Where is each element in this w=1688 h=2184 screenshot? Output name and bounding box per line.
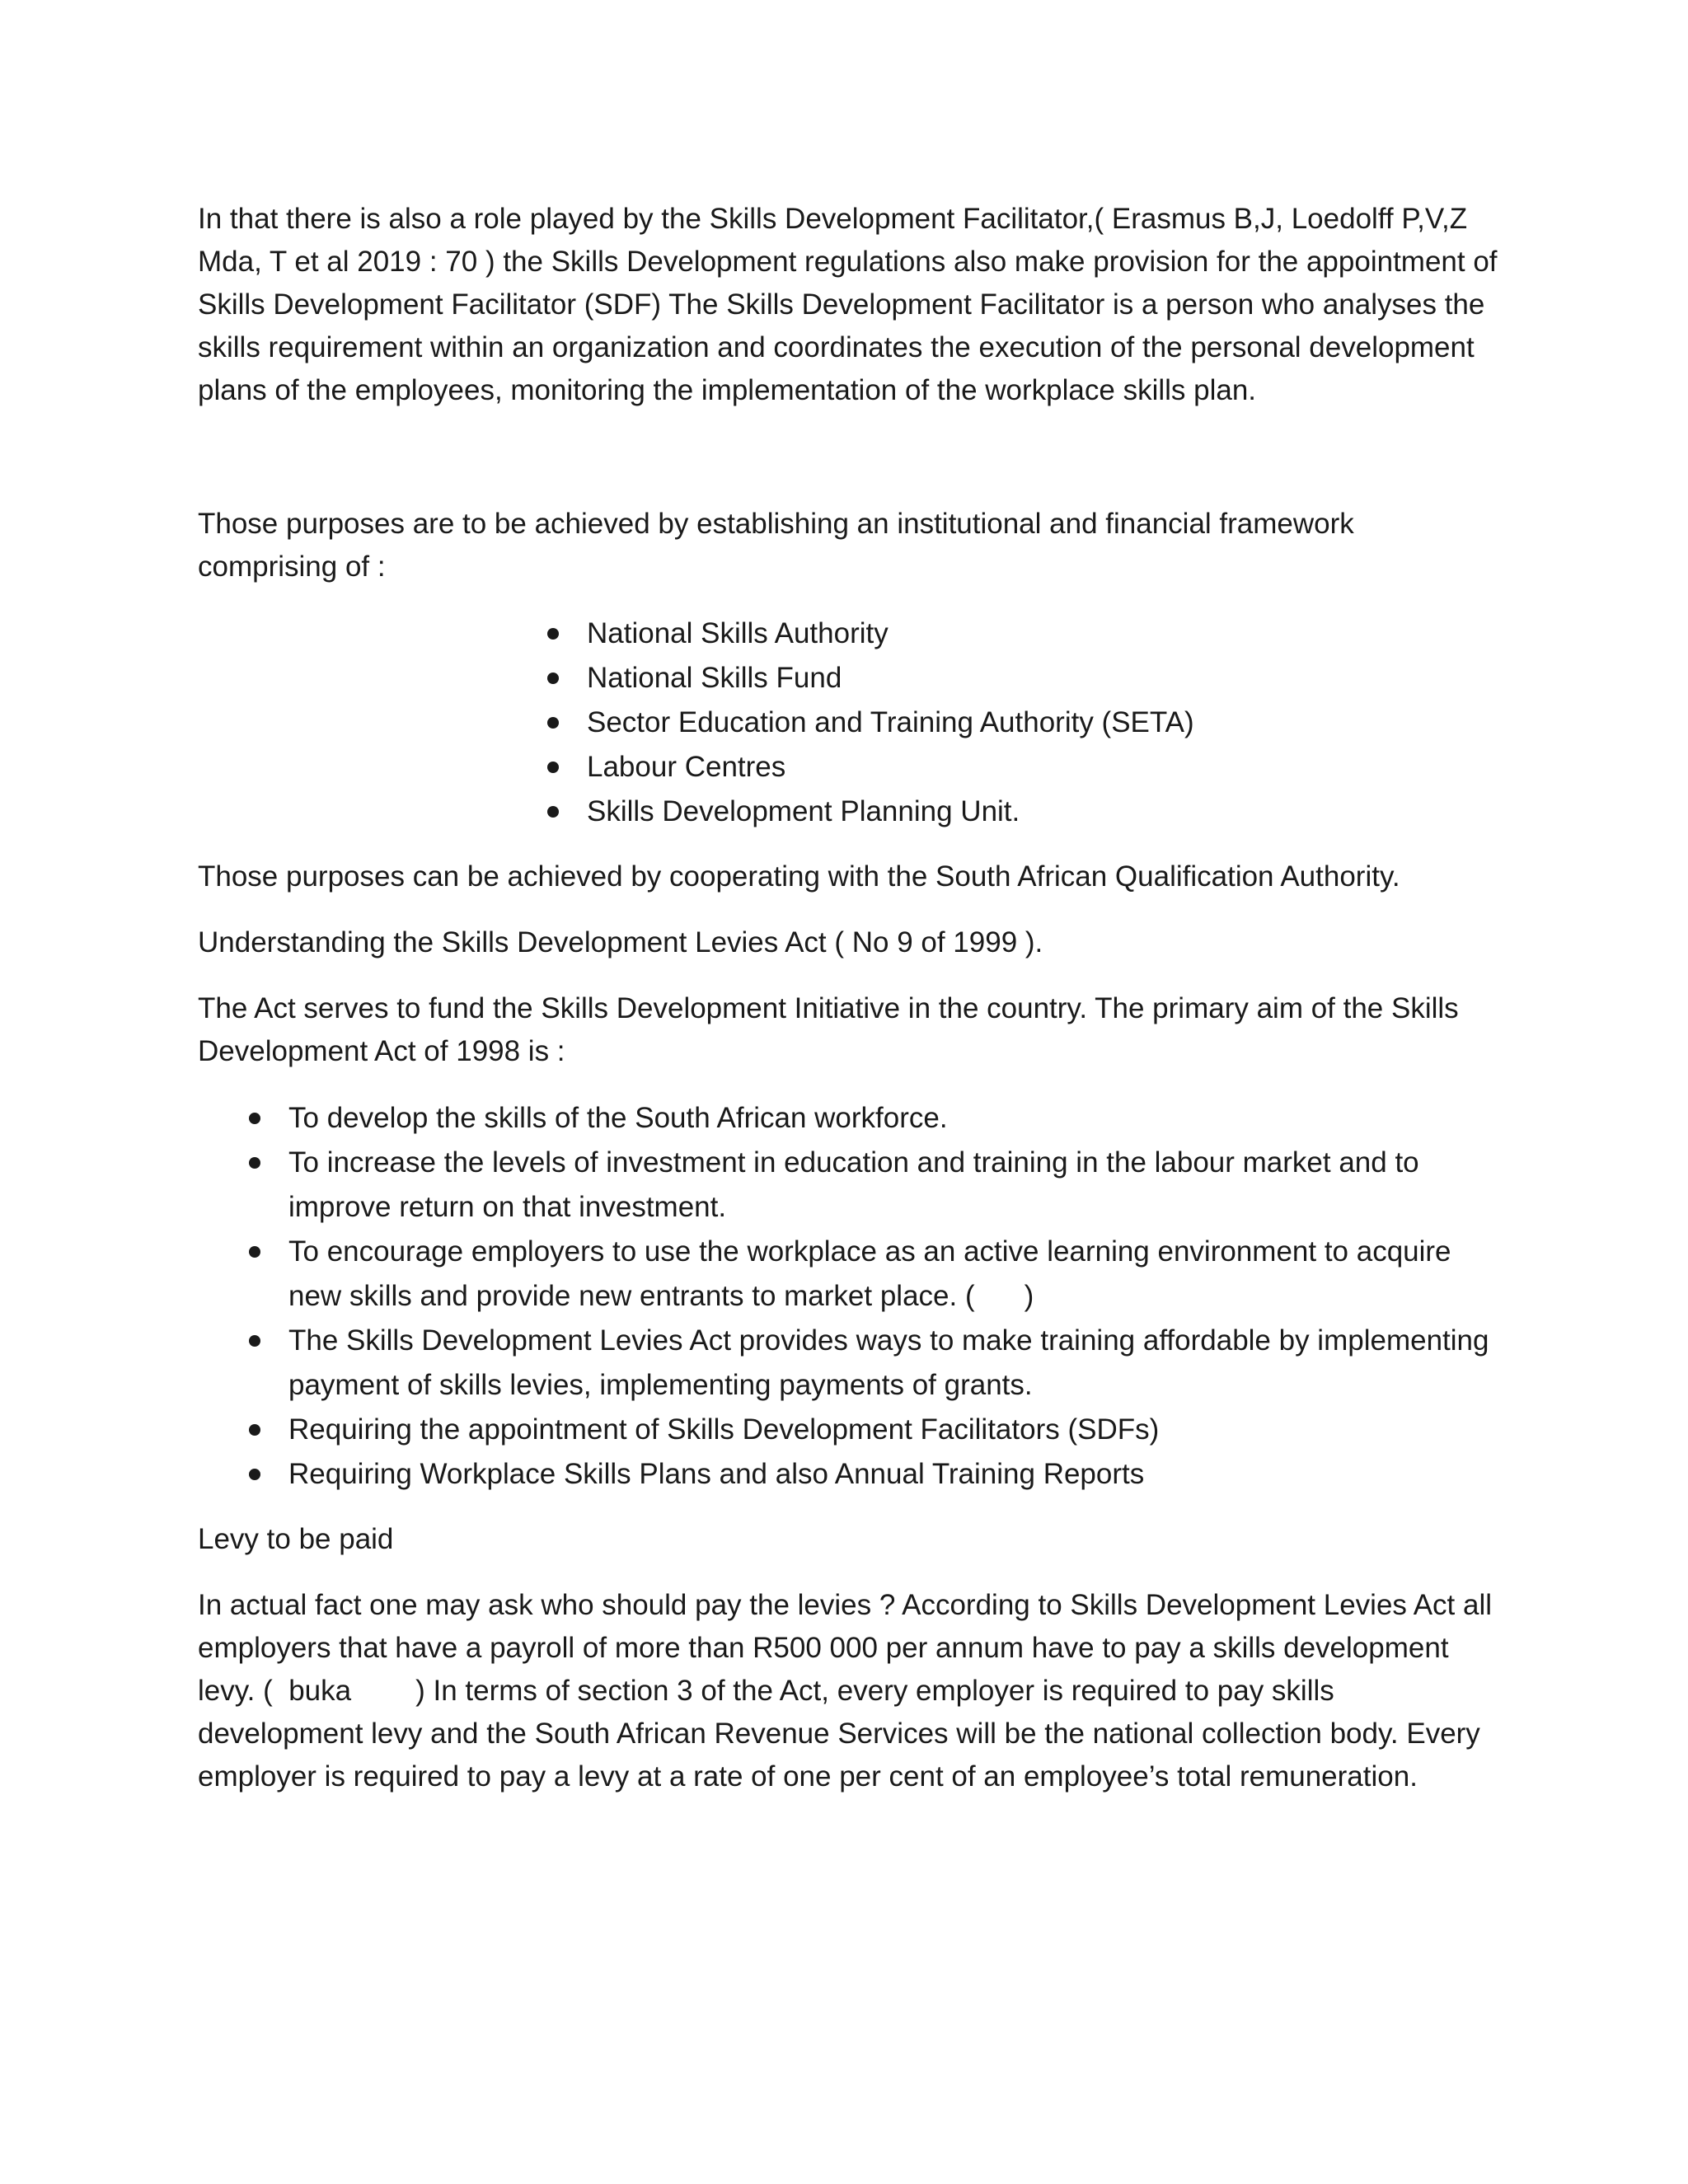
list-item: Sector Education and Training Authority (SETA)	[546, 701, 1500, 745]
levy-body-text: In actual fact one may ask who should pay the levies ? According to Skills Development Levies Act all employers that have a payroll of more than R500 000 per annum have to pay a skills development levy. (	[198, 1589, 1493, 1707]
list-item: Requiring Workplace Skills Plans and also Annual Training Reports	[247, 1452, 1500, 1497]
list-item: Labour Centres	[546, 745, 1500, 790]
paragraph-levy-body	[198, 1584, 1500, 1798]
list-item: National Skills Fund	[546, 656, 1500, 701]
aim-text: To encourage employers to use the workplace as an active learning environment to acquire new skills and provide new entrants to market place. (	[288, 1235, 1451, 1312]
aims-list	[247, 1096, 1500, 1497]
list-item	[247, 1230, 1500, 1319]
framework-list	[546, 612, 1500, 834]
list-item: National Skills Authority	[546, 612, 1500, 656]
levy-citation: buka	[288, 1675, 352, 1707]
list-item: Requiring the appointment of Skills Development Facilitators (SDFs)	[247, 1408, 1500, 1452]
paragraph-levies-act-heading: Understanding the Skills Development Levies Act ( No 9 of 1999 ).	[198, 926, 1043, 958]
paragraph-act-serves: The Act serves to fund the Skills Development Initiative in the country. The primary aim of the Skills Development Act of 1998 is :	[198, 992, 1459, 1067]
list-item: The Skills Development Levies Act provides ways to make training affordable by implementing payment of skills levies, implementing payments of grants.	[247, 1319, 1500, 1408]
document-body	[198, 198, 1500, 1798]
list-item: To develop the skills of the South African workforce.	[247, 1096, 1500, 1141]
paragraph-purposes-intro: Those purposes are to be achieved by establishing an institutional and financial framework comprising of :	[198, 508, 1354, 583]
list-item: To increase the levels of investment in education and training in the labour market and to improve return on that investment.	[247, 1141, 1500, 1230]
paragraph-purposes-saqa: Those purposes can be achieved by cooperating with the South African Qualification Authority.	[198, 860, 1400, 893]
aim-citation-close: )	[1024, 1280, 1034, 1312]
paragraph-sdf-role: In that there is also a role played by the Skills Development Facilitator,( Erasmus B,J, Loedolff P,V,Z Mda, T et al 2019 : 70 ) the Skills Development regulations also make provision for the appointment of Skills Development Facilitator (SDF) The Skills Development Facilitator is a person who analyses the skills requirement within an organization and coordinates the execution of the personal development plans of the employees, monitoring the implementation of the workplace skills plan.	[198, 203, 1498, 406]
levy-body-text: ) In terms of section 3 of the Act, every employer is required to pay skills development levy and the South African Revenue Services will be the national collection body. Every employer is required to pay a levy at a rate of one per cent of an employee’s total remuneration.	[198, 1675, 1480, 1793]
paragraph-levy-heading: Levy to be paid	[198, 1523, 394, 1555]
list-item: Skills Development Planning Unit.	[546, 790, 1500, 834]
